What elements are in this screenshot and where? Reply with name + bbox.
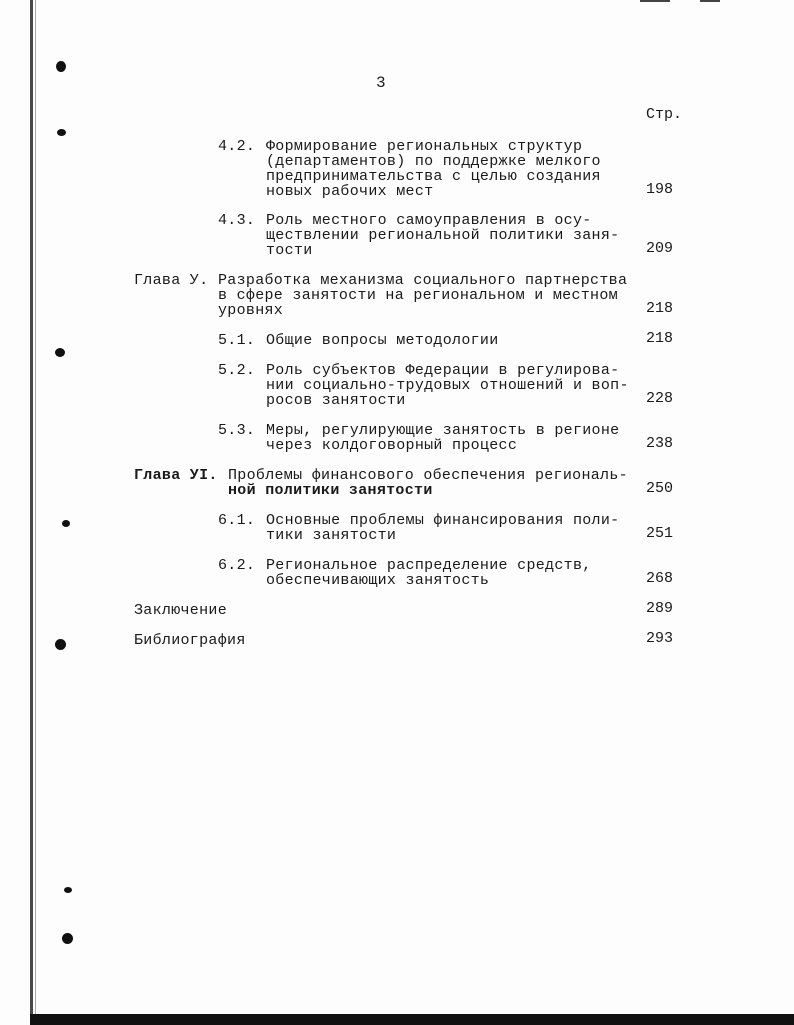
toc-entry-title-line: тики занятости xyxy=(266,527,397,544)
toc-entry-title-line: Роль субъектов Федерации в регулирова- xyxy=(266,362,620,379)
toc-entry-page: 209 xyxy=(646,240,674,257)
toc-entry-page: 218 xyxy=(646,330,674,347)
toc-entry-page: 238 xyxy=(646,435,674,452)
toc-entry-title-line: Библиография xyxy=(134,632,246,649)
toc-entry-title-line: Разработка механизма социального партнерства xyxy=(218,272,628,289)
scan-edge-top xyxy=(700,0,720,2)
toc-entry-title-line: Заключение xyxy=(134,602,228,619)
page-number: 3 xyxy=(376,74,386,92)
scan-edge-left-inner xyxy=(35,0,36,1025)
toc-entry-page: 218 xyxy=(646,300,674,317)
binding-hole-mark xyxy=(57,129,66,136)
scan-edge-bottom xyxy=(30,1014,794,1025)
toc-entry-title-line: через колдоговорный процесс xyxy=(266,437,518,454)
toc-entry-number: 5.1. xyxy=(218,332,256,349)
toc-entry-title-line: Роль местного самоуправления в осу- xyxy=(266,212,592,229)
toc-entry-number: 5.2. xyxy=(218,362,256,379)
toc-entry-title-line: росов занятости xyxy=(266,392,406,409)
binding-hole-mark xyxy=(55,348,65,357)
toc-entry-page: 268 xyxy=(646,570,674,587)
toc-entry-page: 228 xyxy=(646,390,674,407)
scan-edge-top xyxy=(640,0,670,2)
toc-entry-title-line: Меры, регулирующие занятость в регионе xyxy=(266,422,620,439)
toc-entry-title-line: Формирование региональных структур xyxy=(266,138,583,155)
toc-entry-title-line: нии социально-трудовых отношений и воп- xyxy=(266,377,629,394)
toc-entry-title-line: предпринимательства с целью создания xyxy=(266,168,601,185)
toc-entry-title-line: обеспечивающих занятость xyxy=(266,572,490,589)
toc-entry-title-line: Проблемы финансового обеспечения региональ- xyxy=(228,467,628,484)
binding-hole-mark xyxy=(56,61,66,72)
toc-entry-title-line: ществлении региональной политики заня- xyxy=(266,227,620,244)
toc-entry-page: 289 xyxy=(646,600,674,617)
toc-entry-number: 4.2. xyxy=(218,138,256,155)
toc-entry-title-line: в сфере занятости на региональном и местном xyxy=(218,287,618,304)
toc-entry-number: 5.3. xyxy=(218,422,256,439)
toc-entry-page: 293 xyxy=(646,630,674,647)
page-column-header: Стр. xyxy=(646,106,683,123)
toc-entry-page: 251 xyxy=(646,525,674,542)
toc-chapter-number: Глава У. xyxy=(134,272,209,289)
scan-edge-left xyxy=(30,0,33,1025)
binding-hole-mark xyxy=(62,520,70,527)
toc-entry-title-line: уровнях xyxy=(218,302,284,319)
toc-entry-title-line: Региональное распределение средств, xyxy=(266,557,592,574)
toc-entry-page: 198 xyxy=(646,181,674,198)
toc-entry-number: 6.1. xyxy=(218,512,256,529)
toc-entry-number: 6.2. xyxy=(218,557,256,574)
binding-hole-mark xyxy=(64,887,72,893)
toc-entry-title-line: ной политики занятости xyxy=(228,482,433,499)
binding-hole-mark xyxy=(55,639,66,650)
toc-entry-title-line: (департаментов) по поддержке мелкого xyxy=(266,153,601,170)
toc-chapter-number: Глава УI. xyxy=(134,467,218,484)
binding-hole-mark xyxy=(62,933,73,944)
toc-entry-title-line: тости xyxy=(266,242,313,259)
toc-entry-page: 250 xyxy=(646,480,674,497)
toc-entry-title-line: Общие вопросы методологии xyxy=(266,332,499,349)
toc-entry-title-line: новых рабочих мест xyxy=(266,183,434,200)
toc-entry-title-line: Основные проблемы финансирования поли- xyxy=(266,512,620,529)
toc-entry-number: 4.3. xyxy=(218,212,256,229)
